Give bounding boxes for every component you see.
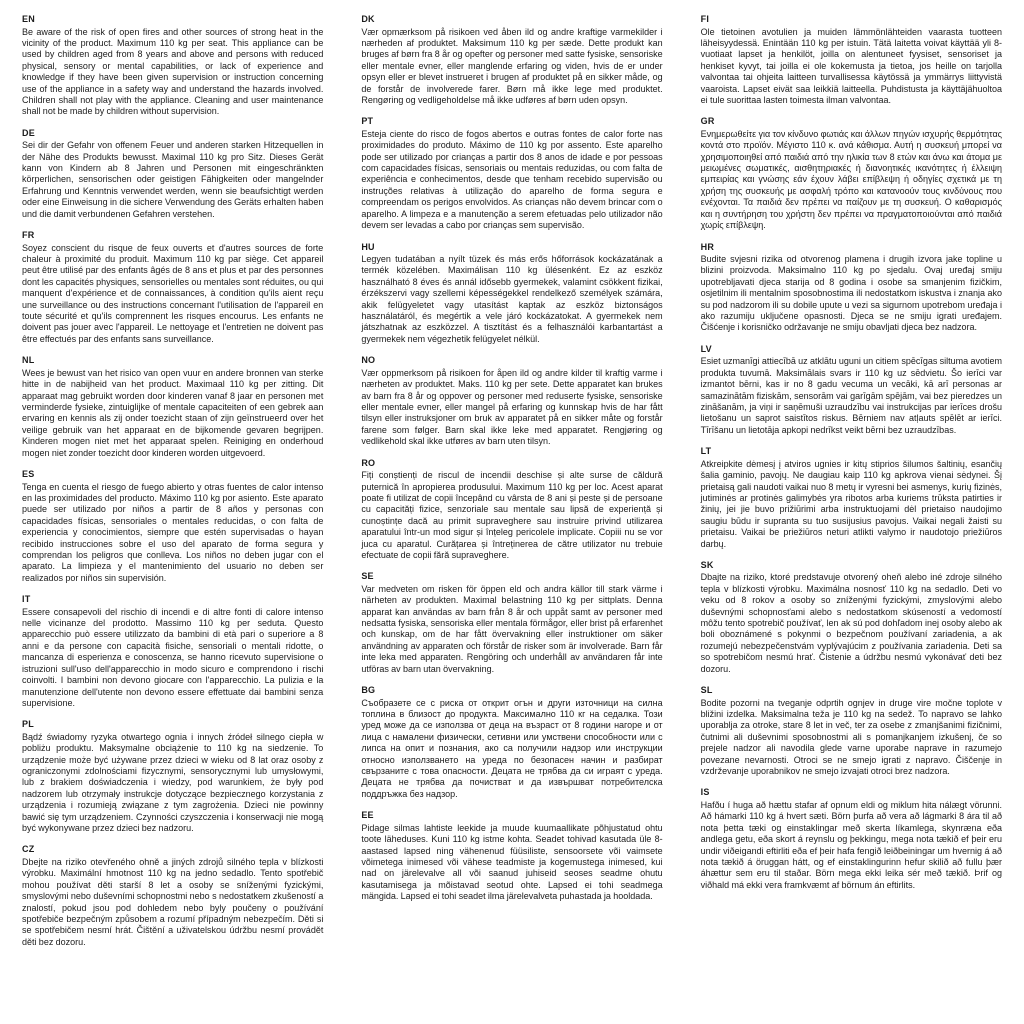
column-2 — [361, 14, 662, 958]
lang-code-dk: DK — [361, 14, 375, 24]
lang-code-es: ES — [22, 469, 35, 479]
lang-section-pt — [361, 116, 662, 231]
lang-section-lt — [701, 446, 1002, 550]
lang-section-sl — [701, 685, 1002, 777]
lang-code-pt: PT — [361, 116, 374, 127]
lang-section-dk — [361, 14, 662, 106]
lang-text-fi: Ole tietoinen avotulien ja muiden lämmönlähteiden vaarasta tuotteen läheisyydessä. Enintään 110 kg per istuin. Tätä laitetta voivat käyttää yli 8-vuotiaat lapset ja henkilöt, joilla on alentuneet fyysiset, sensoriset ja henkiset kyvyt, tai joilla ei ole kokemusta ja tietoa, jos heille on tarjolla valvontaa tai ohjeita laitteen turvallisessa käytössä ja ymmärrys liittyvistä vaaroista. Lapset eivät saa leikkiä laitteella. Puhdistusta ja käyttäjähuoltoa ei tule suorittaa lasten toimesta ilman valvontaa. — [700, 26, 1002, 105]
lang-code-sk: SK — [700, 559, 714, 570]
lang-section-hr — [701, 242, 1002, 334]
lang-code-is: IS — [700, 787, 710, 798]
lang-text-hu: Legyen tudatában a nyílt tüzek és más erős hőforrások kockázatának a termék közelében. Maximálisan 110 kg ülésenként. Ez az eszköz használható 8 éves és annál idősebb gyermekek, valamint csökkent fizikai, érzékszervi vagy szellemi képességekkel rendelkező személyek számára, akik felügyeletet vagy utasítást kaptak az eszköz biztonságos használatáról, és megértik a vele járó kockázatokat. A gyermekek nem játszhatnak az eszközzel. A tisztítást és a felhasználói karbantartást a gyermekek nem végezhetik felügyelet nélkül. — [361, 254, 663, 344]
lang-text-no: Vær oppmerksom på risikoen for åpen ild og andre kilder til kraftig varme i nærheten av produktet. Maks. 110 kg per sete. Dette apparatet kan brukes av barn fra 8 år og oppover og personer med reduserte fysiske, sensoriske eller mentale evner, eller mangel på erfaring og kunnskap hvis de har fått tilsyn eller instruksjoner om bruk av apparatet på en sikker måte og forstår farene som følger. Barn skal ikke leke med apparatet. Rengjøring og vedlikehold skal ikke utføres av barn uten tilsyn. — [361, 367, 663, 447]
lang-text-sl: Bodite pozorni na tveganje odprtih ognjev in druge vire močne toplote v bližini izdelka. Maksimalna teža je 110 kg na sedež. To napravo se lahko uporablja za otroke, stare 8 let in več, ter za osebe z zmanjšanimi fizičnimi, čutnimi ali duševnimi sposobnostmi ali s pomanjkanjem izkušenj, če so prejele nadzor ali navodila glede varne uporabe naprave in razumejo povezane nevarnosti. Otroci se ne smejo igrati z napravo. Čiščenje in vzdrževanje uporabnikov ne smejo izvajati otroci brez nadzora. — [700, 697, 1002, 777]
lang-section-no — [361, 355, 662, 447]
lang-code-nl: NL — [22, 355, 35, 366]
lang-section-ee — [361, 810, 662, 902]
lang-code-lv: LV — [700, 343, 712, 354]
lang-text-is: Hafðu í huga að hættu stafar af opnum eldi og miklum hita nálægt vörunni. Að hámarki 110 kg á hvert sæti. Börn þurfa að vera að lágmarki 8 ára til að nota þetta tæki og einstaklingar með skerta líkamlega, skynræna eða andlega getu, eða skort á reynslu og þekkingu, mega nota tækið ef þeir eru undir viðeigandi eftirliti eða ef þeir hafa fengið leiðbeiningar um hvernig á að nota tækið á öruggan hátt, og ef einstaklingurinn hefur skilið að fullu þær áhættur sem eru til staðar. Börn mega ekki leika sér með tækið. Þrif og viðhald má ekki vera framkvæmt af börnum án eftirlits. — [700, 799, 1002, 890]
lang-section-lv — [701, 344, 1002, 436]
lang-code-se: SE — [361, 571, 374, 582]
lang-code-it: IT — [22, 594, 31, 605]
lang-section-gr — [701, 116, 1002, 231]
lang-text-ee: Pidage silmas lahtiste leekide ja muude kuumaallikate põhjustatud ohtu toote läheduses. Kuni 110 kg istme kohta. Seadet tohivad kasutada üle 8-aastased lapsed ning vähenenud füüsiliste, sensoorsete või vaimsete võimetega inimesed või vähese teadmiste ja kogemustega inimesed, kui nad on järelevalve all või saanud juhiseid seoses seadme ohutu kasutamisega ja mõistavad seotud ohte. Lapsed ei tohi seadmega mängida. Lapsed ei tohi seadet ilma järelevalveta puhastada ja hooldada. — [361, 822, 663, 902]
column-1 — [22, 14, 323, 958]
lang-section-hu — [361, 242, 662, 346]
lang-text-hr: Budite svjesni rizika od otvorenog plamena i drugih izvora jake topline u blizini proizvoda. Maksimalno 110 kg po sjedalu. Ovaj uređaj smiju upotrebljavati djeca starija od 8 godina i osobe sa smanjenim fizičkim, osjetilnim ili mentalnim sposobnostima ili nedostatkom iskustva i znanja ako su pod nadzorom ili su dobile upute u vezi sa sigurnom upotrebom uređaja i ako razumiju uključene opasnosti. Djeca se ne smiju igrati uređajem. Čišćenje i korisničko održavanje ne smiju obavljati djeca bez nadzora. — [700, 254, 1002, 333]
lang-code-fi: FI — [700, 14, 710, 24]
lang-code-no: NO — [361, 355, 376, 366]
lang-code-pl: PL — [22, 719, 34, 730]
lang-code-sl: SL — [700, 685, 713, 696]
lang-text-pt: Esteja ciente do risco de fogos abertos e outras fontes de calor forte nas proximidades do produto. Máximo de 110 kg por assento. Este aparelho pode ser utilizado por crianças a partir dos 8 anos de idade e por pessoas com capacidades físicas, sensoriais ou mentais reduzidas, ou com falta de experiência e conhecimentos, desde que tenham recebido supervisão ou instruções relativas à utilização do aparelho de forma segura e compreendam os perigos envolvidos. As crianças não devem brincar com o aparelho. A limpeza e a manutenção a serem efetuadas pelo utilizador não devem ser levadas a cabo por crianças sem supervisão. — [361, 128, 663, 231]
lang-text-de: Sei dir der Gefahr von offenem Feuer und anderen starken Hitzequellen in der Nähe des Produkts bewusst. Maximal 110 kg pro Sitz. Dieses Gerät kann von Kindern ab 8 Jahren und Personen mit eingeschränkten körperlichen, sensorischen oder geistigen Fähigkeiten oder mangelnder Erfahrung und Kenntnis verwendet werden, wenn sie beaufsichtigt werden oder eine Einweisung in die sichere Verwendung des Geräts erhalten haben und die damit verbundenen Gefahren verstehen. — [22, 140, 324, 219]
lang-text-fr: Soyez conscient du risque de feux ouverts et d'autres sources de forte chaleur à proximité du produit. Maximum 110 kg par siège. Cet appareil peut être utilisé par des enfants âgés de 8 ans et plus et par des personnes dont les capacités physiques, sensorielles ou mentales sont réduites, ou qui manquent d'expérience et de connaissances, à condition qu'ils aient reçu une surveillance ou des instructions concernant l'utilisation de l'appareil en toute sécurité et qu'ils comprennent les risques encourus. Les enfants ne doivent pas jouer avec l'appareil. Le nettoyage et l'entretien ne doivent pas être effectués par des enfants sans surveillance. — [22, 242, 324, 344]
lang-section-ro — [361, 458, 662, 562]
lang-code-ee: EE — [361, 810, 374, 821]
lang-section-es — [22, 469, 323, 584]
lang-text-pl: Bądź świadomy ryzyka otwartego ognia i innych źródeł silnego ciepła w pobliżu produktu. Maksymalne obciążenie to 110 kg na siedzenie. To urządzenie może być używane przez dzieci w wieku od 8 lat oraz osoby z ograniczonymi zdolnościami fizycznymi, sensorycznymi lub umysłowymi, lub z brakiem doświadczenia i wiedzy, pod warunkiem, że były pod nadzorem lub otrzymały instrukcje dotyczące bezpiecznego korzystania z urządzenia i rozumieją związane z tym zagrożenia. Dzieci nie powinny bawić się tym urządzeniem. Czynności czyszczenia i konserwacji nie mogą być wykonywane przez dzieci bez nadzoru. — [22, 731, 324, 834]
lang-section-de — [22, 128, 323, 220]
lang-section-bg — [361, 685, 662, 800]
lang-code-lt: LT — [700, 446, 712, 457]
lang-text-lv: Esiet uzmanīgi attiecībā uz atklātu uguni un citiem spēcīgas siltuma avotiem produkta tuvumā. Maksimālais svars ir 110 kg uz sēdvietu. Šo ierīci var izmantot bērni, kas ir no 8 gadu vecuma un vecāki, kā arī personas ar samazinātām fiziskām, sensorām vai garīgām spējām, vai bez pieredzes un zināšanām, ja viņi ir saņēmuši uzraudzību vai instrukcijas par ierīces drošu lietošanu un saprot saistītos riskus. Bērniem nav atļauts spēlēt ar ierīci. Tīrīšanu un lietotāja apkopi nedrīkst veikt bērni bez uzraudzības. — [700, 356, 1002, 435]
lang-code-fr: FR — [22, 230, 35, 241]
lang-section-fr — [22, 230, 323, 345]
lang-text-cz: Dbejte na riziko otevřeného ohně a jiných zdrojů silného tepla v blízkosti výrobku. Maximální hmotnost 110 kg na jedno sedadlo. Tento spotřebič mohou používat děti starší 8 let a osoby se sníženými fyzickými, smyslovými nebo duševními schopnostmi nebo s nedostatkem zkušeností a znalostí, pokud jsou pod dohledem nebo byly poučeny o používání spotřebiče bezpečným způsobem a rozumí případným nebezpečím. Děti si se spotřebičem nesmí hrát. Čištění a uživatelskou údržbu nesmí provádět děti bez dozoru. — [22, 856, 324, 947]
lang-code-ro: RO — [361, 457, 376, 468]
lang-text-gr: Ενημερωθείτε για τον κίνδυνο φωτιάς και άλλων πηγών ισχυρής θερμότητας κοντά στο προϊόν. Μέγιστο 110 κ. ανά κάθισμα. Αυτή η συσκευή μπορεί να χρησιμοποιηθεί από παιδιά από την ηλικία των 8 ετών και άνω και άτομα με μειωμένες σωματικές, αισθητηριακές ή διανοητικές ικανότητες ή έλλειψη εμπειρίας και γνώσης εάν έχουν λάβει επίβλεψη ή οδηγίες σχετικά με τη χρήση της συσκευής με ασφαλή τρόπο και κατανοούν τους κινδύνους που ενέχονται. Τα παιδιά δεν πρέπει να παίζουν με τη συσκευή. Ο καθαρισμός και η συντήρηση του χρήστη δεν πρέπει να πραγματοποιούνται από παιδιά χωρίς επίβλεψη. — [700, 128, 1002, 231]
lang-section-cz — [22, 844, 323, 948]
lang-code-hr: HR — [700, 241, 715, 252]
lang-code-cz: CZ — [22, 844, 35, 855]
lang-section-pl — [22, 719, 323, 834]
lang-section-en — [22, 14, 323, 118]
lang-text-en: Be aware of the risk of open fires and other sources of strong heat in the vicinity of the product. Maximum 110 kg per seat. This appliance can be used by children aged from 8 years and above and persons with reduced physical, sensory or mental capabilities, or lack of experience and knowledge if they have been given supervision or instruction concerning use of the appliance in a safety way and understand the hazards involved. Children shall not play with the appliance. Cleaning and user maintenance shall not be made by children without supervision. — [22, 26, 324, 117]
lang-text-nl: Wees je bewust van het risico van open vuur en andere bronnen van sterke hitte in de nabijheid van het product. Maximaal 110 kg per zitting. Dit apparaat mag gebruikt worden door kinderen vanaf 8 jaar en personen met verminderde fysieke, zintuiglijke of mentale capaciteiten of een gebrek aan ervaring en kennis als zij onder toezicht staan of zijn geïnstrueerd over het veilige gebruik van het apparaat en de bijkomende gevaren begrijpen. Kinderen mogen niet met het apparaat spelen. Reiniging en onderhoud mogen niet zonder toezicht door kinderen worden uitgevoerd. — [22, 367, 324, 458]
lang-section-is — [701, 787, 1002, 891]
column-3 — [701, 14, 1002, 958]
lang-text-dk: Vær opmærksom på risikoen ved åben ild og andre kraftige varmekilder i nærheden af produktet. Maksimum 110 kg per sæde. Dette produkt kan bruges af børn fra 8 år og opefter og personer med satte fysiske, sensoriske eller mentale evner, eller manglende erfaring og viden, hvis de er under opsyn eller er blevet instrueret i brugen af produktet på en sikker måde, og de forstår de involverede farer. Børn må ikke lege med produktet. Rengøring og vedligeholdelse må ikke udføres af børn uden opsyn. — [361, 26, 663, 105]
lang-code-gr: GR — [700, 116, 715, 127]
lang-section-se — [361, 571, 662, 675]
lang-text-lt: Atkreipkite dėmesį į atviros ugnies ir kitų stiprios šilumos šaltinių, esančių šalia gaminio, pavojų. Ne daugiau kaip 110 kg apkrova vienai sėdynei. Šį prietaisą gali naudoti vaikai nuo 8 metų ir vyresni bei asmenys, kurių fizinės, jutiminės ar protinės galimybės yra ribotos arba kuriems trūksta patirties ir žinių, jei jie buvo prižiūrimi arba instruktuojami dėl prietaiso naudojimo saugiu būdu ir supranta su tuo susijusius pavojus. Vaikai negali žaisti su prietaisu. Vaikai be priežiūros neturi atlikti valymo ir naudotojo priežiūros darbų. — [700, 458, 1002, 549]
lang-code-de: DE — [22, 127, 35, 138]
lang-text-es: Tenga en cuenta el riesgo de fuego abierto y otras fuentes de calor intenso en las proximidades del producto. Máximo 110 kg por asiento. Este aparato puede ser utilizado por niños a partir de 8 años y personas con capacidades físicas, sensoriales o mentales reducidas, o con falta de experiencia y conocimientos, siempre que estén supervisadas o hayan recibido instrucciones sobre el uso del aparato de forma segura y comprendan los peligros que conlleva. Los niños no deben jugar con el aparato. La limpieza y el mantenimiento del usuario no deben ser realizados por niños sin supervisión. — [22, 481, 324, 583]
lang-text-bg: Съобразете се с риска от открит огън и други източници на силна топлина в близост до продукта. Максимално 110 кг на седалка. Този уред може да се използва от деца на възраст от 8 години нагоре и от лица с намалени физически, сетивни или умствени способности или с липса на опит и познания, ако са получили надзор или инструкции относно използването на уреда по безопасен начин и разбират свързаните с това опасности. Децата не трябва да си играят с уреда. Децата не трябва да почистват и да извършват потребителска поддръжка без надзор. — [361, 697, 663, 799]
columns-container — [22, 14, 1002, 958]
lang-code-bg: BG — [361, 685, 376, 696]
lang-code-en: EN — [22, 14, 35, 24]
lang-section-it — [22, 594, 323, 709]
lang-text-ro: Fiți conștienți de riscul de incendii deschise și alte surse de căldură puternică în apropierea produsului. Maximum 110 kg per loc. Acest aparat poate fi utilizat de copii începând cu vârsta de 8 ani și peste și de persoane cu capacități fizice, senzoriale sau mentale sau lipsă de experiență și cunoștințe dacă au primit supraveghere sau instruire privind utilizarea aparatului într-un mod sigur și înțeleg pericolele implicate. Copiii nu se vor juca cu aparatul. Curățarea și întreținerea de către utilizator nu trebuie efectuate de copii fără supraveghere. — [361, 470, 663, 560]
lang-section-sk — [701, 560, 1002, 675]
lang-text-it: Essere consapevoli del rischio di incendi e di altre fonti di calore intenso nelle vicinanze del prodotto. Massimo 110 kg per seduta. Questo apparecchio può essere utilizzato da bambini di età pari o superiore a 8 anni e da persone con capacità fisiche, sensoriali o mentali ridotte, o mancanza di esperienza e conoscenza, se hanno ricevuto supervisione o istruzioni sull'uso dell'apparecchio in modo sicuro e comprendono i rischi coinvolti. I bambini non devono giocare con l'apparecchio. La pulizia e la manutenzione dell'utente non devono essere effettuate dai bambini senza supervisione. — [22, 606, 324, 708]
lang-text-se: Var medveten om risken för öppen eld och andra källor till stark värme i närheten av produkten. Maximal belastning 110 kg per sittplats. Denna apparat kan användas av barn från 8 år och uppåt samt av personer med nedsatta fysiska, sensoriska eller mentala förmågor, eller brist på erfarenhet och kunskap, om de har fått övervakning eller instruktioner om säker användning av apparaten och förstår de risker som är involverade. Barn får inte leka med apparaten. Rengöring och underhåll av användaren får inte utföras av barn utan övervakning. — [361, 583, 663, 674]
lang-text-sk: Dbajte na riziko, ktoré predstavuje otvorený oheň alebo iné zdroje silného tepla v blízkosti výrobku. Maximálna nosnosť 110 kg na sedadlo. Deti vo veku od 8 rokov a osoby so zníženými fyzickými, zmyslovými alebo duševnými schopnosťami alebo s nedostatkom skúseností a vedomostí môžu tento spotrebič používať, len ak sú pod dohľadom inej osoby alebo ak boli oboznámené s pokynmi o bezpečnom používaní zariadenia, a ak rozumejú nebezpečenstvám vyplývajúcim z používania zariadenia. Deti sa so spotrebičom nesmú hrať. Čistenie a údržbu nesmú vykonávať deti bez dozoru. — [700, 572, 1002, 674]
lang-code-hu: HU — [361, 241, 375, 252]
lang-section-fi — [701, 14, 1002, 106]
lang-section-nl — [22, 355, 323, 459]
